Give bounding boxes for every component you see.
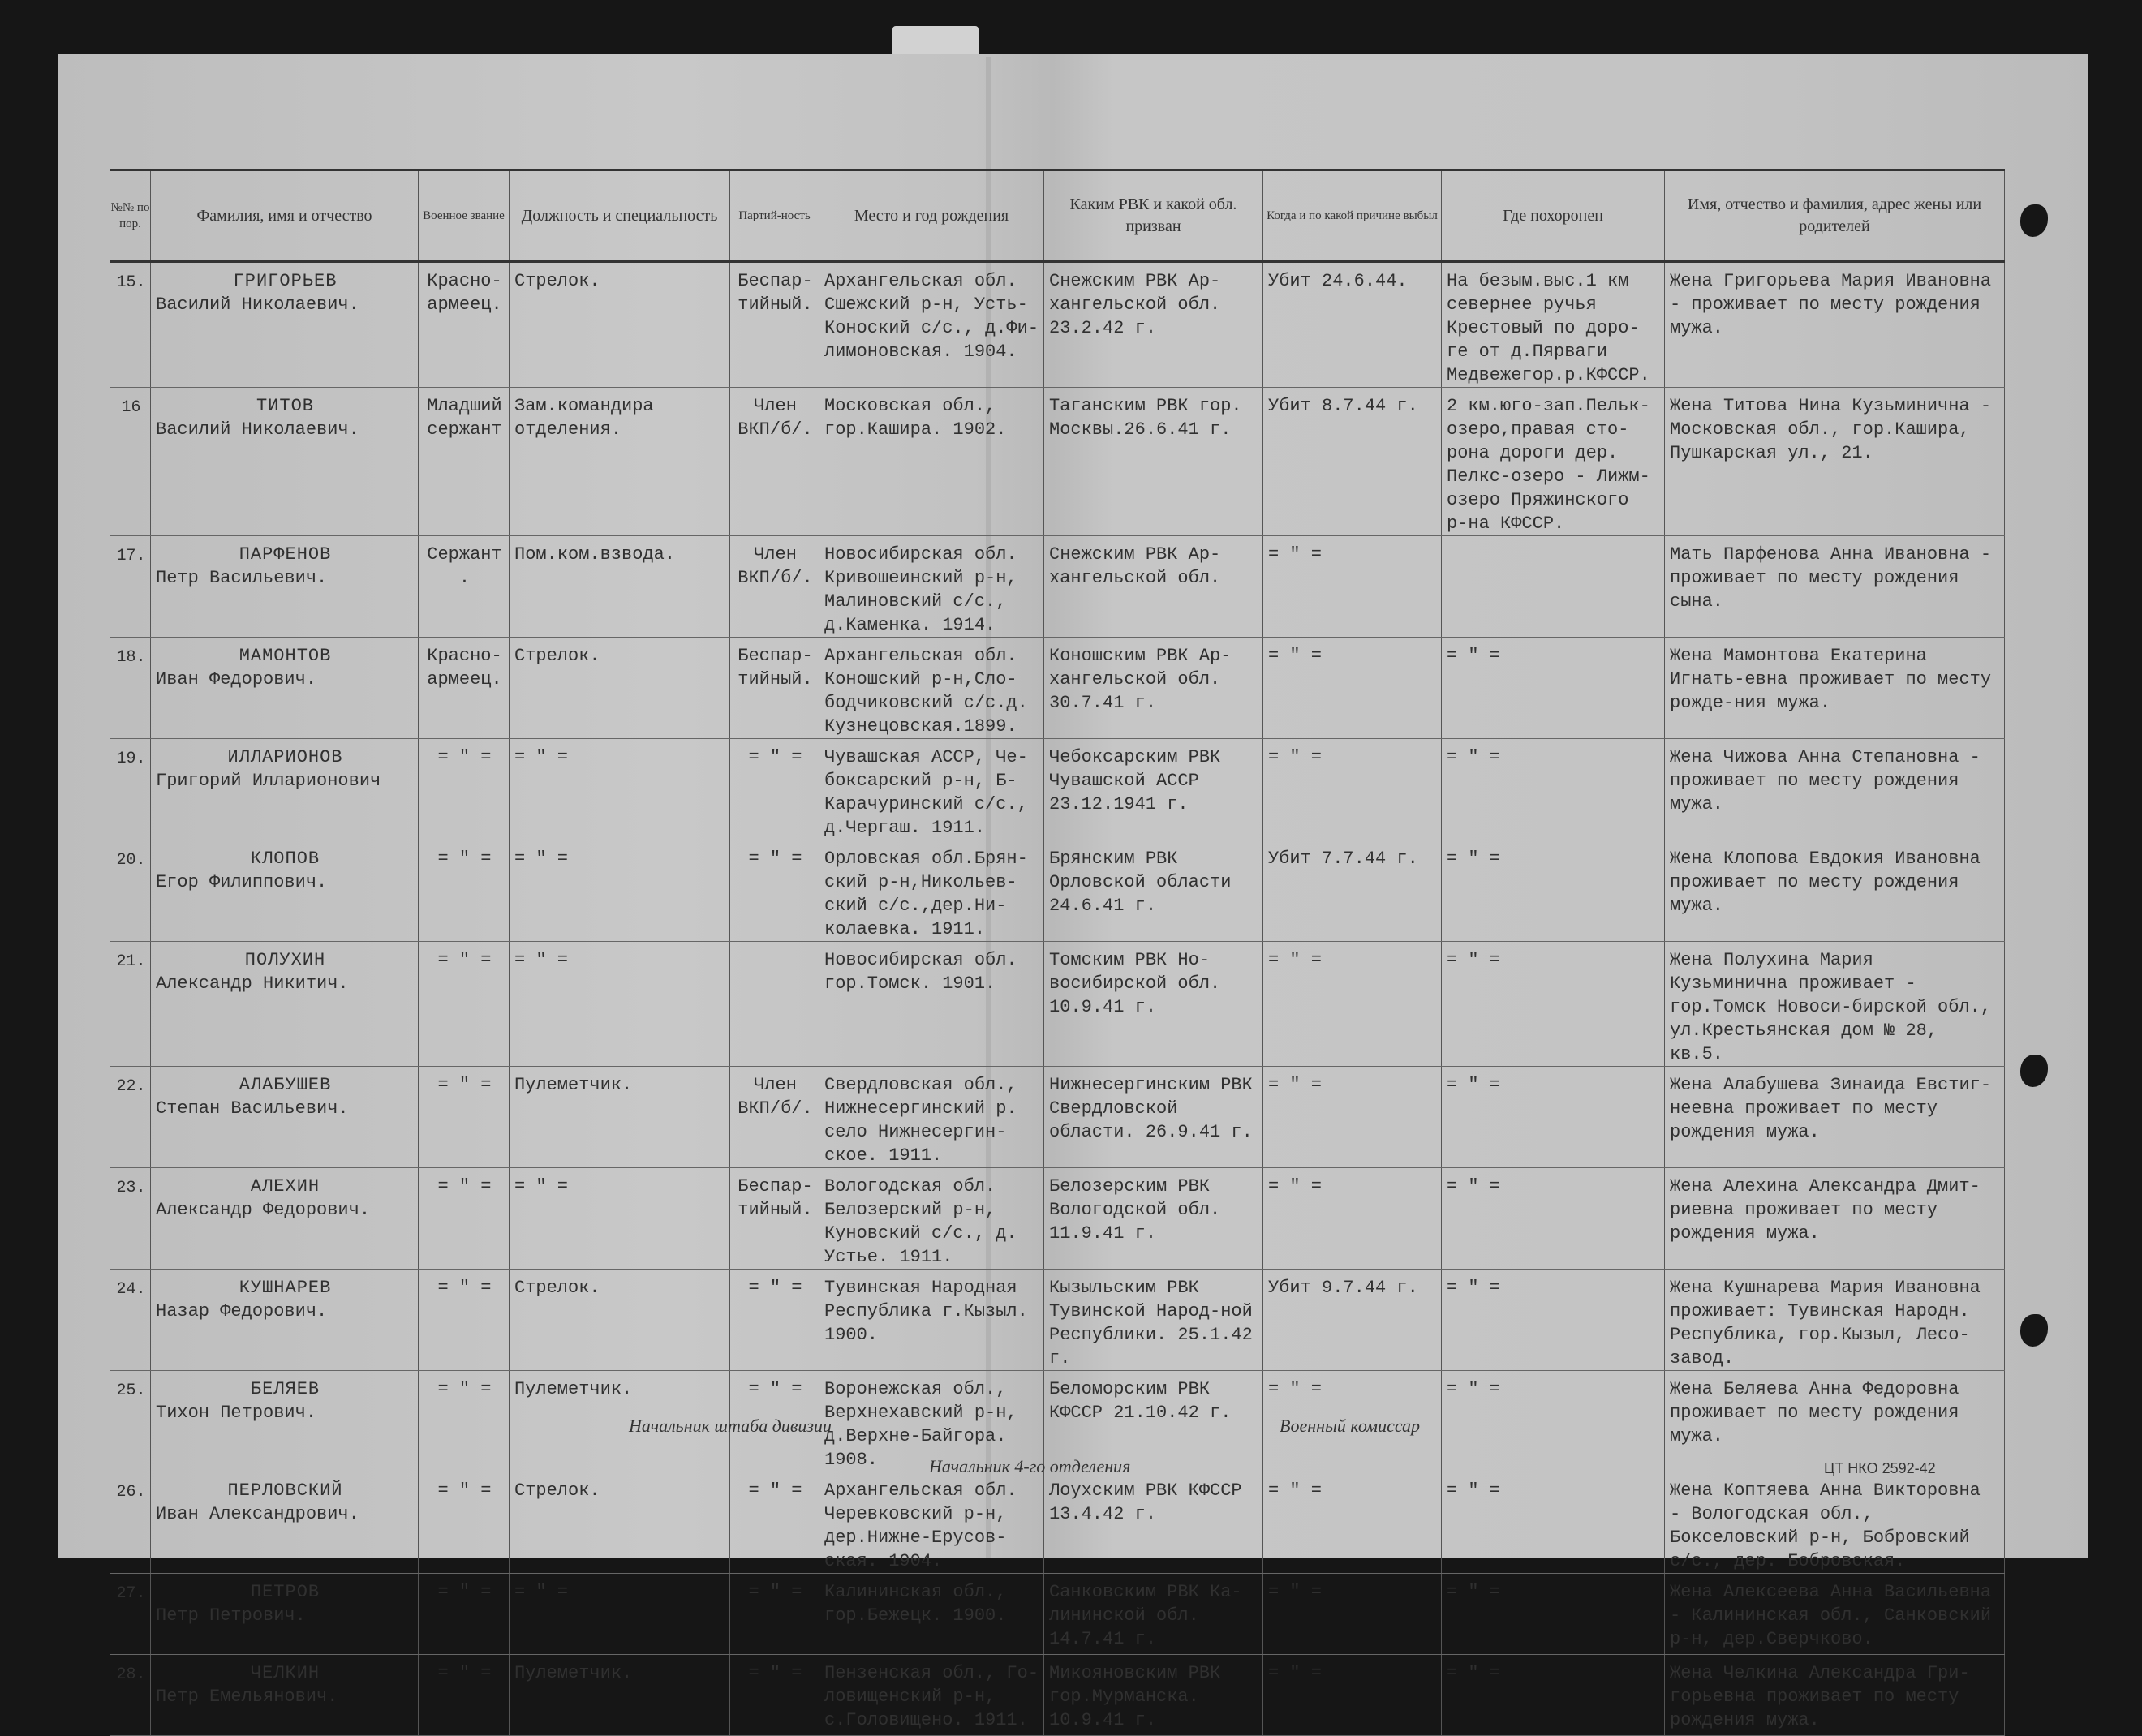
when-cell: Убит 24.6.44. xyxy=(1268,271,1408,291)
person-name xyxy=(151,388,418,441)
when-cell: = " = xyxy=(1268,646,1323,666)
relatives-cell: Жена Алабушева Зинаида Евстиг-неевна проживает по месту рождения мужа. xyxy=(1670,1075,1992,1142)
table-row xyxy=(110,739,2005,840)
header-when: Когда и по какой причине выбыл xyxy=(1263,170,1442,262)
person-name xyxy=(151,1270,418,1323)
rank-cell: Сержант. xyxy=(427,544,502,588)
birth-cell: Калининская обл., гор.Бежецк. 1900. xyxy=(824,1582,1017,1626)
relatives-cell: Жена Алехина Александра Дмит-риевна проживает по месту рождения мужа. xyxy=(1670,1176,1981,1244)
birth-cell: Архангельская обл. Коношский р-н,Сло-бодчиковский с/с.д. Кузнецовская.1899. xyxy=(824,646,1039,737)
buried-cell: = " = xyxy=(1447,1582,1501,1602)
party-cell: Член ВКП/б/. xyxy=(738,396,813,440)
position-cell: = " = xyxy=(514,849,569,869)
when-cell: = " = xyxy=(1268,1176,1323,1197)
surname: ИЛЛАРИОНОВ xyxy=(227,747,343,767)
person-name xyxy=(151,739,418,793)
given-names: Григорий Илларионович xyxy=(156,771,381,791)
rvk-cell: Снежским РВК Ар-хангельской обл. xyxy=(1049,544,1221,588)
row-number: 28. xyxy=(116,1665,146,1684)
rvk-cell: Санковским РВК Ка-лининской обл. 14.7.41 г. xyxy=(1049,1582,1242,1649)
surname: БЕЛЯЕВ xyxy=(250,1379,320,1399)
position-cell: Пулеметчик. xyxy=(514,1075,633,1095)
buried-cell: = " = xyxy=(1447,1480,1501,1501)
party-cell: = " = xyxy=(748,747,802,767)
buried-cell: = " = xyxy=(1447,646,1501,666)
rank-cell: Красно-армеец. xyxy=(427,646,502,690)
birth-cell: Новосибирская обл. гор.Томск. 1901. xyxy=(824,950,1028,994)
table-row xyxy=(110,536,2005,638)
header-buried: Где похоронен xyxy=(1442,170,1665,262)
position-cell: Пулеметчик. xyxy=(514,1379,633,1399)
rvk-cell: Нижнесергинским РВК Свердловской области. 26.9.41 г. xyxy=(1049,1075,1264,1142)
person-name xyxy=(151,536,418,590)
rvk-cell: Снежским РВК Ар-хангельской обл. 23.2.42 г. xyxy=(1049,271,1232,338)
position-cell: Стрелок. xyxy=(514,1278,600,1298)
rvk-cell: Лоухским РВК КФССР 13.4.42 г. xyxy=(1049,1480,1253,1524)
birth-cell: Орловская обл.Брян-ский р-н,Никольев-ский с/с.,дер.Ни-колаевка. 1911. xyxy=(824,849,1028,939)
given-names: Василий Николаевич. xyxy=(156,294,359,315)
row-number: 25. xyxy=(116,1381,146,1400)
row-number: 21. xyxy=(116,952,146,971)
surname: КУШНАРЕВ xyxy=(239,1278,332,1298)
row-number: 19. xyxy=(116,750,146,768)
rvk-cell: Белозерским РВК Вологодской обл. 11.9.41 г. xyxy=(1049,1176,1232,1244)
position-cell: Стрелок. xyxy=(514,271,600,291)
when-cell: = " = xyxy=(1268,1075,1323,1095)
rvk-cell: Коношским РВК Ар-хангельской обл. 30.7.41 г. xyxy=(1049,646,1232,713)
given-names: Иван Федорович. xyxy=(156,669,317,690)
position-cell: Стрелок. xyxy=(514,1480,600,1501)
relatives-cell: Жена Титова Нина Кузьминична - Московская обл., гор.Кашира, Пушкарская ул., 21. xyxy=(1670,396,2002,463)
birth-cell: Московская обл., гор.Кашира. 1902. xyxy=(824,396,1007,440)
given-names: Петр Васильевич. xyxy=(156,568,328,588)
given-names: Александр Федорович. xyxy=(156,1200,371,1220)
row-number: 23. xyxy=(116,1179,146,1197)
header-relatives: Имя, отчество и фамилия, адрес жены или родителей xyxy=(1665,170,2005,262)
relatives-cell: Жена Полухина Мария Кузьминична проживает - гор.Томск Новоси-бирской обл., ул.Крестьянская дом № 28, кв.5. xyxy=(1670,950,2002,1064)
when-cell: = " = xyxy=(1268,1582,1323,1602)
row-number: 18. xyxy=(116,648,146,667)
given-names: Егор Филиппович. xyxy=(156,872,328,892)
header-num: №№ по пор. xyxy=(110,170,151,262)
table-row xyxy=(110,1067,2005,1168)
rank-cell: = " = xyxy=(437,1075,492,1095)
relatives-cell: Жена Коптяева Анна Викторовна - Вологодская обл., Бокселовский р-н, Бобровский с/с., дер. Бобровская. xyxy=(1670,1480,1992,1571)
table-row xyxy=(110,1574,2005,1655)
table-header-row xyxy=(110,170,2005,262)
footer-commissar: Военный комиссар xyxy=(1280,1416,1421,1436)
table-row xyxy=(110,1270,2005,1371)
rank-cell: = " = xyxy=(437,747,492,767)
rank-cell: Красно-армеец. xyxy=(427,271,502,315)
party-cell: Член ВКП/б/. xyxy=(738,1075,813,1119)
when-cell: Убит 8.7.44 г. xyxy=(1268,396,1418,416)
when-cell: Убит 9.7.44 г. xyxy=(1268,1278,1418,1298)
buried-cell: = " = xyxy=(1447,1075,1501,1095)
position-cell: = " = xyxy=(514,950,569,970)
position-cell: Пом.ком.взвода. xyxy=(514,544,676,565)
buried-cell: = " = xyxy=(1447,1176,1501,1197)
party-cell: = " = xyxy=(748,849,802,869)
footer-chief-of-staff: Начальник штаба дивизии xyxy=(629,1416,832,1436)
given-names: Назар Федорович. xyxy=(156,1301,328,1321)
table-row xyxy=(110,942,2005,1067)
buried-cell: = " = xyxy=(1447,747,1501,767)
buried-cell: = " = xyxy=(1447,1663,1501,1683)
person-name xyxy=(151,1067,418,1120)
surname: АЛАБУШЕВ xyxy=(239,1075,332,1095)
rank-cell: Младший сержант xyxy=(427,396,513,440)
surname: ТИТОВ xyxy=(256,396,314,416)
row-number: 22. xyxy=(116,1077,146,1096)
surname: ПЕРЛОВСКИЙ xyxy=(227,1480,343,1501)
party-cell: Беспар-тийный. xyxy=(738,1176,813,1220)
person-name xyxy=(151,942,418,995)
row-number: 17. xyxy=(116,547,146,565)
footer-dept-chief: Начальник 4-го отделения xyxy=(929,1456,1131,1476)
position-cell: = " = xyxy=(514,1176,569,1197)
buried-cell: = " = xyxy=(1447,950,1501,970)
relatives-cell: Мать Парфенова Анна Ивановна - проживает по месту рождения сына. xyxy=(1670,544,2002,612)
given-names: Степан Васильевич. xyxy=(156,1098,349,1119)
party-cell: Член ВКП/б/. xyxy=(738,544,813,588)
rvk-cell: Микояновским РВК гор.Мурманска. 10.9.41 г. xyxy=(1049,1663,1232,1730)
row-number: 15. xyxy=(116,273,146,292)
rank-cell: = " = xyxy=(437,1582,492,1602)
buried-cell: = " = xyxy=(1447,1379,1501,1399)
party-cell: = " = xyxy=(748,1663,802,1683)
given-names: Иван Александрович. xyxy=(156,1504,359,1524)
position-cell: Пулеметчик. xyxy=(514,1663,633,1683)
person-name xyxy=(151,1371,418,1424)
surname: ПАРФЕНОВ xyxy=(239,544,332,565)
header-rvk: Каким РВК и какой обл. призван xyxy=(1044,170,1263,262)
party-cell: Беспар-тийный. xyxy=(738,646,813,690)
relatives-cell: Жена Челкина Александра Гри-горьевна проживает по месту рождения мужа. xyxy=(1670,1663,1970,1730)
rank-cell: = " = xyxy=(437,1176,492,1197)
casualty-table xyxy=(110,169,2005,1736)
table-row xyxy=(110,388,2005,536)
person-name xyxy=(151,1655,418,1708)
rank-cell: = " = xyxy=(437,950,492,970)
relatives-cell: Жена Григорьева Мария Ивановна - проживает по месту рождения мужа. xyxy=(1670,271,2002,338)
party-cell: = " = xyxy=(748,1278,802,1298)
birth-cell: Архангельская обл. Сшежский р-н, Усть-Коноский с/с., д.Фи-лимоновская. 1904. xyxy=(824,271,1039,362)
person-name xyxy=(151,638,418,691)
birth-cell: Вологодская обл. Белозерский р-н, Куновский с/с., д. Устье. 1911. xyxy=(824,1176,1028,1267)
party-cell: Беспар-тийный. xyxy=(738,271,813,315)
birth-cell: Свердловская обл., Нижнесергинский р. село Нижнесергин-ское. 1911. xyxy=(824,1075,1028,1166)
given-names: Александр Никитич. xyxy=(156,973,349,994)
party-cell xyxy=(730,942,819,948)
birth-cell: Пензенская обл., Го-ловищенский р-н, с.Головищено. 1911. xyxy=(824,1663,1039,1730)
when-cell: Убит 7.7.44 г. xyxy=(1268,849,1418,869)
relatives-cell: Жена Мамонтова Екатерина Игнать-евна проживает по месту рожде-ния мужа. xyxy=(1670,646,2002,713)
row-number: 27. xyxy=(116,1584,146,1603)
birth-cell: Воронежская обл., Верхнехавский р-н, д.Верхне-Байгора. 1908. xyxy=(824,1379,1028,1470)
given-names: Василий Николаевич. xyxy=(156,419,359,440)
table-row xyxy=(110,840,2005,942)
print-stamp: ЦТ НКО 2592-42 xyxy=(1824,1460,1936,1476)
birth-cell: Архангельская обл. Черевковский р-н, дер.Нижне-Ерусов-ская. 1904. xyxy=(824,1480,1028,1571)
position-cell: = " = xyxy=(514,747,569,767)
row-number: 26. xyxy=(116,1483,146,1502)
rank-cell: = " = xyxy=(437,1379,492,1399)
row-number: 20. xyxy=(116,851,146,870)
rank-cell: = " = xyxy=(437,1480,492,1501)
position-cell: = " = xyxy=(514,1582,569,1602)
party-cell: = " = xyxy=(748,1582,802,1602)
row-number: 24. xyxy=(116,1280,146,1299)
surname: ЧЕЛКИН xyxy=(250,1663,320,1683)
when-cell: = " = xyxy=(1268,544,1323,565)
surname: ПЕТРОВ xyxy=(250,1582,320,1602)
header-rank: Военное звание xyxy=(419,170,510,262)
rvk-cell: Брянским РВК Орловской области 24.6.41 г. xyxy=(1049,849,1242,916)
table-row xyxy=(110,262,2005,388)
header-position: Должность и специальность xyxy=(510,170,730,262)
surname: ГРИГОРЬЕВ xyxy=(233,271,338,291)
when-cell: = " = xyxy=(1268,950,1323,970)
position-cell: Зам.командира отделения. xyxy=(514,396,665,440)
birth-cell: Новосибирская обл. Кривошеинский р-н, Малиновский с/с., д.Каменка. 1914. xyxy=(824,544,1028,635)
when-cell: = " = xyxy=(1268,1663,1323,1683)
surname: ПОЛУХИН xyxy=(244,950,326,970)
relatives-cell: Жена Беляева Анна Федоровна проживает по месту рождения мужа. xyxy=(1670,1379,1970,1446)
buried-cell: = " = xyxy=(1447,849,1501,869)
relatives-cell: Жена Кушнарева Мария Ивановна проживает: Тувинская Народн. Республика, гор.Кызыл, Лесо-завод. xyxy=(1670,1278,1992,1369)
given-names: Петр Петрович. xyxy=(156,1605,306,1626)
rvk-cell: Беломорским РВК КФССР 21.10.42 г. xyxy=(1049,1379,1232,1423)
person-name xyxy=(151,1168,418,1222)
position-cell: Стрелок. xyxy=(514,646,600,666)
surname: КЛОПОВ xyxy=(250,849,320,869)
row-number: 16 xyxy=(121,398,141,417)
table-row xyxy=(110,1472,2005,1574)
surname: АЛЕХИН xyxy=(250,1176,320,1197)
header-name: Фамилия, имя и отчество xyxy=(151,170,419,262)
table-row xyxy=(110,1655,2005,1736)
birth-cell: Тувинская Народная Республика г.Кызыл. 1900. xyxy=(824,1278,1039,1345)
buried-cell xyxy=(1442,536,1664,543)
when-cell: = " = xyxy=(1268,1480,1323,1501)
rank-cell: = " = xyxy=(437,1663,492,1683)
surname: МАМОНТОВ xyxy=(239,646,332,666)
table-row xyxy=(110,1168,2005,1270)
given-names: Тихон Петрович. xyxy=(156,1403,317,1423)
party-cell: = " = xyxy=(748,1379,802,1399)
party-cell: = " = xyxy=(748,1480,802,1501)
relatives-cell: Жена Клопова Евдокия Ивановна проживает по месту рождения мужа. xyxy=(1670,849,1992,916)
rank-cell: = " = xyxy=(437,849,492,869)
rvk-cell: Чебоксарским РВК Чувашской АССР 23.12.1941 г. xyxy=(1049,747,1232,814)
header-birth: Место и год рождения xyxy=(819,170,1044,262)
person-name xyxy=(151,1472,418,1526)
birth-cell: Чувашская АССР, Че-боксарский р-н, Б-Карачуринский с/с., д.Чергаш. 1911. xyxy=(824,747,1039,838)
person-name xyxy=(151,1574,418,1627)
given-names: Петр Емельянович. xyxy=(156,1687,338,1707)
when-cell: = " = xyxy=(1268,1379,1323,1399)
relatives-cell: Жена Чижова Анна Степановна - проживает по месту рождения мужа. xyxy=(1670,747,1992,814)
rvk-cell: Кызыльским РВК Тувинской Народ-ной Республики. 25.1.42 г. xyxy=(1049,1278,1264,1369)
rvk-cell: Таганским РВК гор. Москвы.26.6.41 г. xyxy=(1049,396,1253,440)
relatives-cell: Жена Алексеева Анна Васильевна - Калининская обл., Санковский р-н, дер.Сверчково. xyxy=(1670,1582,2002,1649)
when-cell: = " = xyxy=(1268,747,1323,767)
rvk-cell: Томским РВК Но-восибирской обл. 10.9.41 г. xyxy=(1049,950,1232,1017)
buried-cell: 2 км.юго-зап.Пельк-озеро,правая сто-рона дороги дер. Пелкс-озеро - Лижм-озеро Пряжинского р-на КФССР. xyxy=(1447,396,1650,534)
buried-cell: На безым.выс.1 км севернее ручья Крестовый по доро-ге от д.Пярваги Медвежегор.р.КФССР. xyxy=(1447,271,1650,385)
header-party: Партий-ность xyxy=(730,170,819,262)
table-row xyxy=(110,638,2005,739)
buried-cell: = " = xyxy=(1447,1278,1501,1298)
person-name xyxy=(151,840,418,894)
person-name xyxy=(151,263,418,316)
rank-cell: = " = xyxy=(437,1278,492,1298)
